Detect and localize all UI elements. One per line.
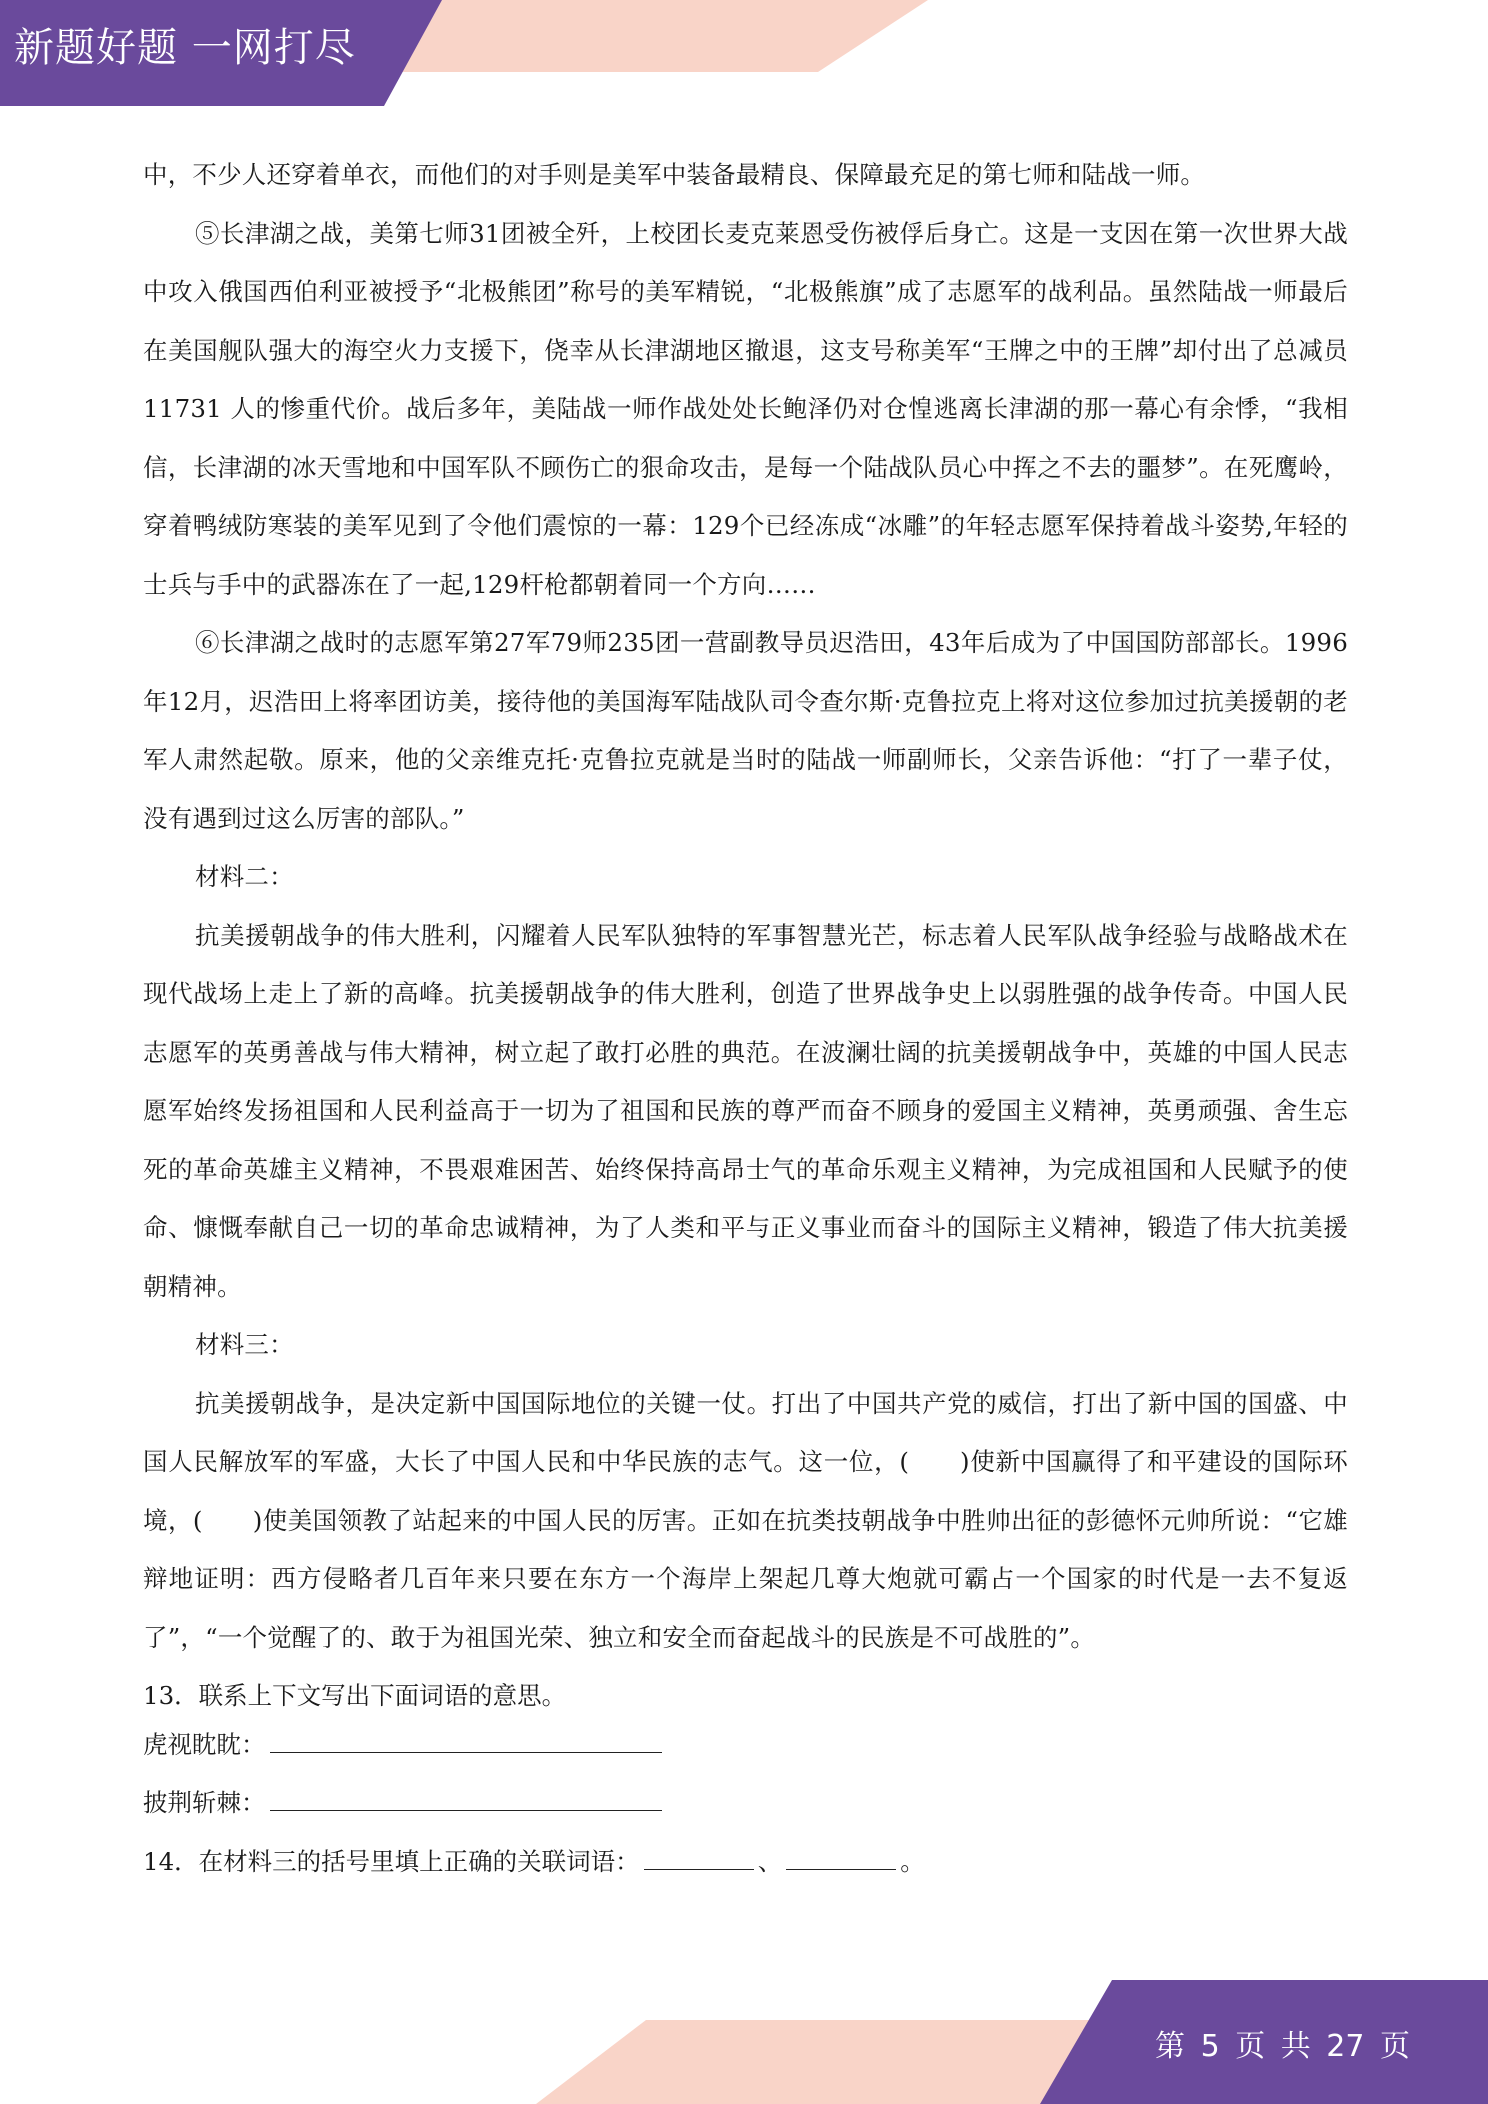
page-number: 第 5 页 共 27 页 bbox=[1155, 2029, 1410, 2064]
paragraph: ⑥长津湖之战时的志愿军第27军79师235团一营副教导员迟浩田，43年后成为了中国国防部部长。1996年12月，迟浩田上将率团访美，接待他的美国海军陆战队司令查尔斯·克鲁拉克上将对这位参加过抗美援朝的老军人肃然起敬。原来，他的父亲维克托·克鲁拉克就是当时的陆战一师副师长，父亲告诉他：“打了一辈子仗，没有遇到过这么厉害的部队。” bbox=[143, 628, 1348, 833]
question-14 bbox=[143, 1843, 1348, 1902]
term-row-1 bbox=[143, 1726, 1348, 1785]
question-13: 13．联系上下文写出下面词语的意思。 bbox=[143, 1681, 567, 1710]
paragraph: 中，不少人还穿着单衣，而他们的对手则是美军中装备最精良、保障最充足的第七师和陆战一师。 bbox=[143, 160, 1206, 189]
document-body bbox=[143, 146, 1348, 1901]
term-row-2 bbox=[143, 1784, 1348, 1843]
section-label: 材料三： bbox=[195, 1330, 294, 1359]
answer-blank[interactable] bbox=[270, 1786, 662, 1811]
paragraph: 抗美援朝战争，是决定新中国国际地位的关键一仗。打出了中国共产党的威信，打出了新中国的国盛、中国人民解放军的军盛，大长了中国人民和中华民族的志气。这一位，( )使新中国赢得了和平建设的国际环境，( )使美国领教了站起来的中国人民的厉害。正如在抗类技朝战争中胜帅出征的彭德怀元帅所说：“它雄辩地证明：西方侵略者几百年来只要在东方一个海岸上架起几尊大炮就可霸占一个国家的时代是一去不复返了”，“一个觉醒了的、敢于为祖国光荣、独立和安全而奋起战斗的民族是不可战胜的”。 bbox=[143, 1388, 1348, 1652]
paragraph: 抗美援朝战争的伟大胜利，闪耀着人民军队独特的军事智慧光芒，标志着人民军队战争经验与战略战术在现代战场上走上了新的高峰。抗美援朝战争的伟大胜利，创造了世界战争史上以弱胜强的战争传奇。中国人民志愿军的英勇善战与伟大精神，树立起了敢打必胜的典范。在波澜壮阔的抗美援朝战争中，英雄的中国人民志愿军始终发扬祖国和人民利益高于一切为了祖国和民族的尊严而奋不顾身的爱国主义精神，英勇顽强、舍生忘死的革命英雄主义精神，不畏艰难困苦、始终保持高昂士气的革命乐观主义精神，为完成祖国和人民赋予的使命、慷慨奉献自己一切的革命忠诚精神，为了人类和平与正义事业而奋斗的国际主义精神，锻造了伟大抗美援朝精神。 bbox=[143, 920, 1348, 1301]
footer-pink-band bbox=[536, 2020, 1120, 2104]
separator: 、 bbox=[757, 1846, 783, 1876]
section-label: 材料二： bbox=[195, 862, 294, 891]
question-14-text: 14．在材料三的括号里填上正确的关联词语： bbox=[143, 1846, 640, 1876]
answer-blank[interactable] bbox=[786, 1845, 896, 1870]
paragraph: ⑤长津湖之战，美第七师31团被全歼，上校团长麦克莱恩受伤被俘后身亡。这是一支因在第一次世界大战中攻入俄国西伯利亚被授予“北极熊团”称号的美军精锐，“北极熊旗”成了志愿军的战利品。虽然陆战一师最后在美国舰队强大的海空火力支援下，侥幸从长津湖地区撤退，这支号称美军“王牌之中的王牌”却付出了总减员11731 人的惨重代价。战后多年，美陆战一师作战处处长鲍泽仍对仓惶逃离长津湖的那一幕心有余悸，“我相信，长津湖的冰天雪地和中国军队不顾伤亡的狠命攻击，是每一个陆战队员心中挥之不去的噩梦”。在死鹰岭，穿着鸭绒防寒装的美军见到了令他们震惊的一幕：129个已经冻成“冰雕”的年轻志愿军保持着战斗姿势,年轻的士兵与手中的武器冻在了一起,129杆枪都朝着同一个方向…… bbox=[143, 218, 1348, 599]
term-label: 虎视眈眈： bbox=[143, 1729, 266, 1759]
answer-blank[interactable] bbox=[270, 1728, 662, 1753]
term-label: 披荆斩棘： bbox=[143, 1788, 266, 1817]
period: 。 bbox=[900, 1846, 925, 1876]
header-title: 新题好题 一网打尽 bbox=[14, 25, 356, 71]
answer-blank[interactable] bbox=[644, 1845, 754, 1870]
